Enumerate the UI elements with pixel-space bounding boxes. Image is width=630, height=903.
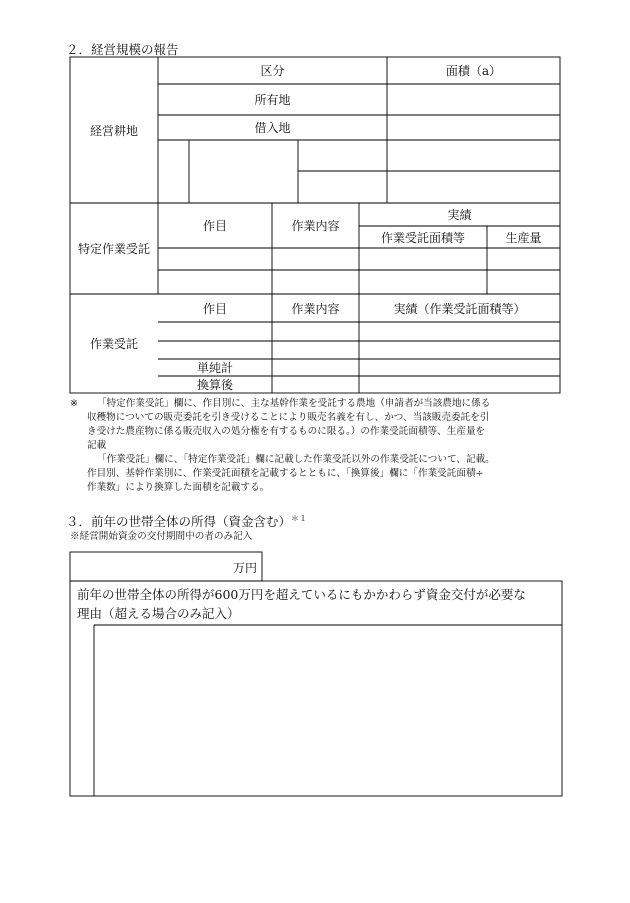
note-2-line-b: 作目別、基幹作業別に、作業受託面積を記載するとともに、「換算後」欄に「作業受託面積÷ — [87, 468, 484, 479]
simple-total-label: 単純計 — [196, 361, 233, 375]
owned-land-label: 所有地 — [254, 93, 291, 107]
income-unit-label: 万円 — [233, 561, 258, 575]
footnote-marker: ＊１ — [291, 513, 308, 523]
specified-work-content-header: 作業内容 — [291, 219, 340, 233]
section3-heading: ３．前年の世帯全体の所得（資金含む）$^{*1}$ — [66, 513, 308, 529]
section3-subnote: ※経営開始資金の交付期間中の者のみ記入 — [70, 531, 253, 542]
section2-heading: ２．経営規模の報告 — [66, 42, 179, 57]
reason-label-line-1: 前年の世帯全体の所得が600万円を超えているにもかかわらず資金交付が必要な — [77, 587, 526, 602]
note-1-line-b: 収穫物についての販売委託を引き受けることにより販売名義を有し、かつ、当該販売委託を引 — [87, 412, 490, 423]
farmland-category-header: 区分 — [260, 64, 285, 78]
leased-land-label: 借入地 — [254, 121, 291, 135]
note-1-line-c: き受けた農産物に係る販売収入の処分権を有するものに限る。）の作業受託面積等、生産量を — [87, 426, 486, 437]
work-contract-content-header: 作業内容 — [291, 301, 340, 316]
note-2-line-c: 作業数」により換算した面積を記載する。 — [87, 482, 270, 493]
converted-label: 換算後 — [196, 378, 233, 392]
work-contract-crop-header: 作目 — [202, 301, 227, 316]
note-1-line-d: 記載 — [87, 440, 107, 451]
specified-work-crop-header: 作目 — [202, 219, 227, 233]
leased-land-area-field-1[interactable] — [388, 141, 559, 170]
owned-land-area-field[interactable] — [388, 85, 559, 114]
specified-work-production-header: 生産量 — [505, 230, 542, 245]
leased-land-area-field-2[interactable] — [388, 172, 559, 202]
farmland-label: 経営耕地 — [89, 123, 138, 138]
note-mark: ※ — [70, 398, 79, 409]
specified-work-label: 特定作業受託 — [77, 242, 150, 256]
work-contract-results-header: 実績（作業受託面積等） — [393, 301, 526, 316]
reason-label-line-2: 理由（超える場合のみ記入） — [77, 606, 240, 621]
specified-work-area-header: 作業受託面積等 — [380, 230, 465, 245]
work-contract-label: 作業受託 — [89, 337, 138, 351]
household-income-field[interactable] — [71, 553, 231, 580]
note-2-line-a: 「作業受託」欄に、「特定作業受託」欄に記載した作業受託以外の作業受託について、記載。 — [97, 454, 495, 465]
note-1-line-a: 「特定作業受託」欄に、作目別に、主な基幹作業を受託する農地（申請者が当該農地に係る — [97, 398, 491, 409]
leased-land-area-field[interactable] — [388, 116, 559, 139]
reason-textarea[interactable] — [95, 626, 561, 795]
farmland-area-header: 面積（a） — [445, 64, 502, 78]
specified-work-results-header: 実績 — [447, 208, 472, 222]
